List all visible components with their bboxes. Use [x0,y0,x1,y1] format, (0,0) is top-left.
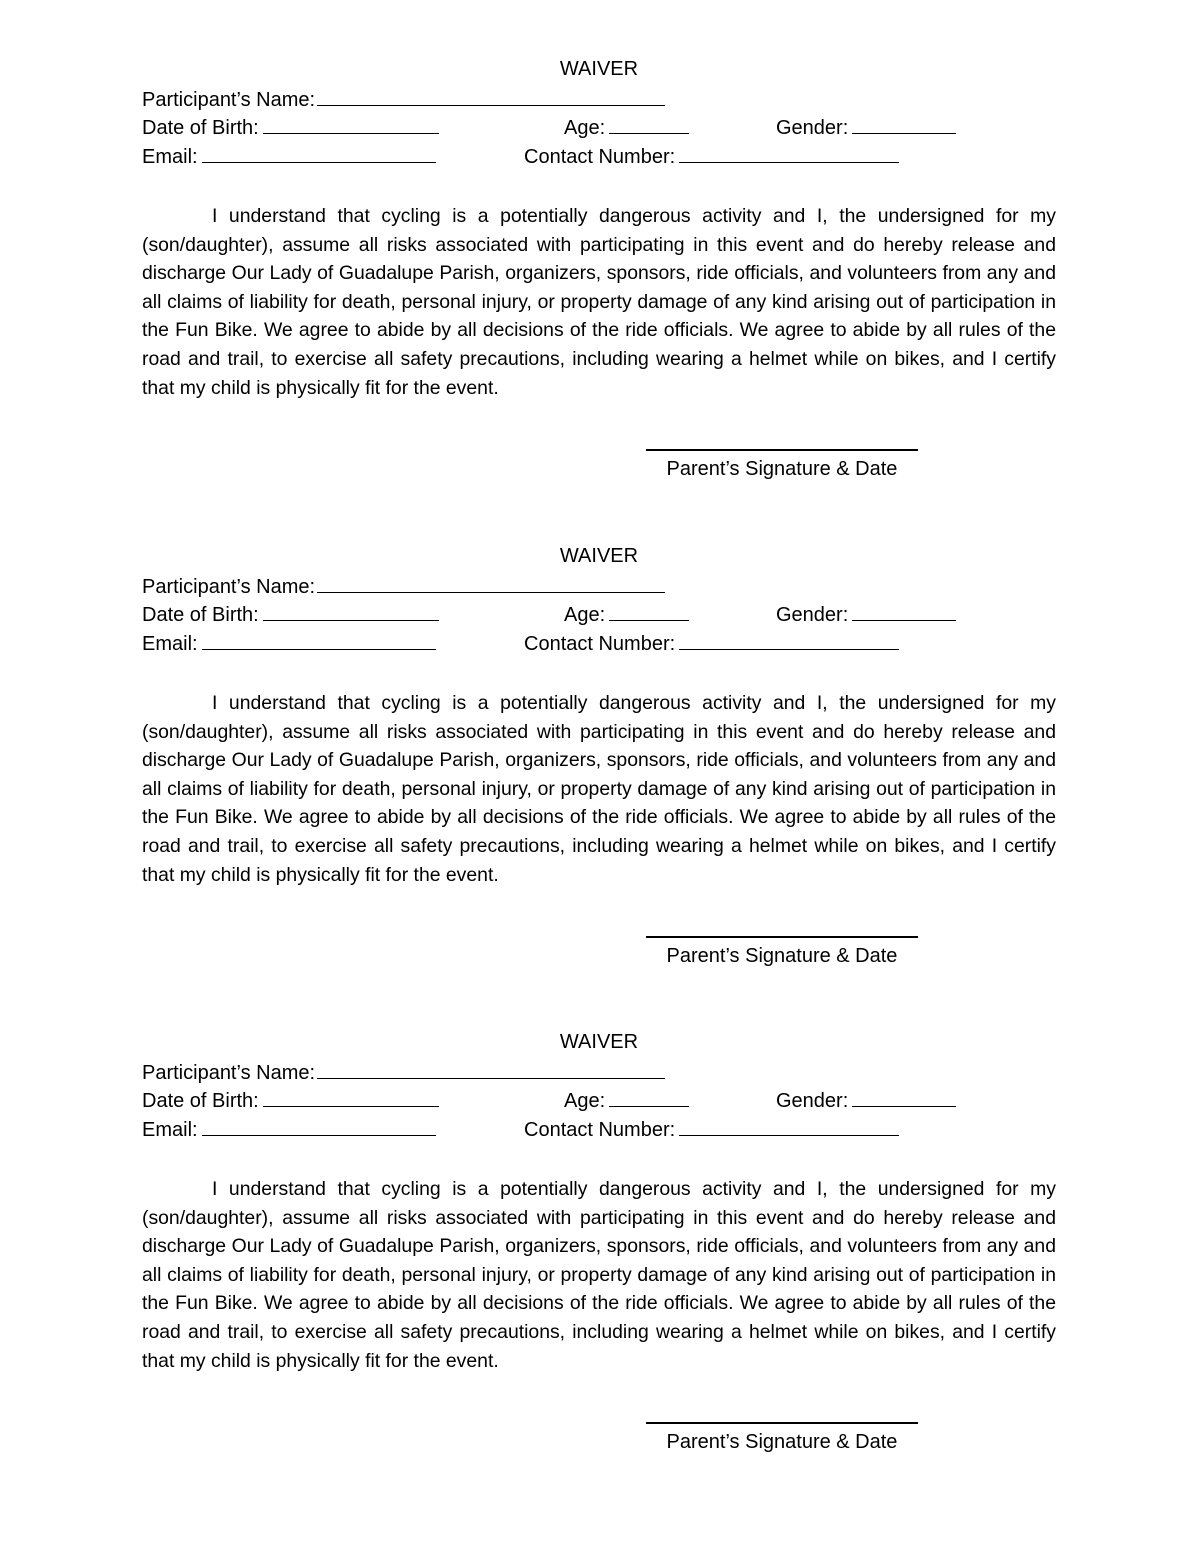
age-field[interactable] [564,116,689,139]
waiver-title: WAIVER [559,545,639,567]
gender-label: Gender: [776,1090,849,1112]
signature-line[interactable] [646,936,918,938]
participant-name-blank[interactable] [317,575,665,593]
age-label: Age: [564,604,606,626]
signature-label: Parent’s Signature & Date [666,1431,898,1453]
dob-age-gender-row [142,603,1056,627]
gender-field[interactable] [776,1089,956,1112]
gender-field[interactable] [776,116,956,139]
gender-blank[interactable] [852,1089,956,1107]
participant-name-blank[interactable] [317,88,665,106]
waiver-body-text: I understand that cycling is a potentially dangerous activity and I, the undersigned for my (son/daughter), assume all risks associated with participating in this event and do hereby release and discharge Our Lady of Guadalupe Parish, organizers, sponsors, ride officials, and volunteers from any and all claims of liability for death, personal injury, or property damage of any kind arising out of participation in the Fun Bike. We agree to abide by all decisions of the ride officials. We agree to abide by all rules of the road and trail, to exercise all safety precautions, including wearing a helmet while on bikes, and I certify that my child is physically fit for the event. [142,1178,1056,1372]
age-blank[interactable] [609,116,689,134]
dob-field[interactable] [142,603,439,626]
dob-field[interactable] [142,116,439,139]
age-field[interactable] [564,1089,689,1112]
contact-number-field[interactable] [524,632,899,655]
age-label: Age: [564,117,606,139]
email-field[interactable] [142,632,436,655]
participant-name-label: Participant’s Name: [142,1062,316,1084]
dob-label: Date of Birth: [142,1090,259,1112]
dob-age-gender-row [142,116,1056,140]
participant-name-row [142,1061,1056,1085]
dob-label: Date of Birth: [142,604,259,626]
dob-blank[interactable] [263,116,439,134]
email-blank[interactable] [202,1118,436,1136]
gender-label: Gender: [776,117,849,139]
email-contact-row [142,145,1056,169]
email-label: Email: [142,146,198,168]
participant-name-row [142,88,1056,112]
gender-blank[interactable] [852,116,956,134]
dob-blank[interactable] [263,1089,439,1107]
dob-label: Date of Birth: [142,117,259,139]
age-field[interactable] [564,603,689,626]
dob-blank[interactable] [263,603,439,621]
waiver-body-text: I understand that cycling is a potentially dangerous activity and I, the undersigned for my (son/daughter), assume all risks associated with participating in this event and do hereby release and discharge Our Lady of Guadalupe Parish, organizers, sponsors, ride officials, and volunteers from any and all claims of liability for death, personal injury, or property damage of any kind arising out of participation in the Fun Bike. We agree to abide by all decisions of the ride officials. We agree to abide by all rules of the road and trail, to exercise all safety precautions, including wearing a helmet while on bikes, and I certify that my child is physically fit for the event. [142,205,1056,399]
waiver-form-2 [142,545,1056,985]
signature-label: Parent’s Signature & Date [666,945,898,967]
participant-name-field[interactable] [142,88,665,111]
contact-number-label: Contact Number: [524,1119,676,1141]
email-label: Email: [142,633,198,655]
waiver-form-1 [142,58,1056,498]
participant-name-label: Participant’s Name: [142,576,316,598]
contact-number-label: Contact Number: [524,633,676,655]
waiver-title: WAIVER [559,58,639,80]
participant-name-field[interactable] [142,575,665,598]
contact-number-field[interactable] [524,1118,899,1141]
email-field[interactable] [142,145,436,168]
signature-line[interactable] [646,1422,918,1424]
contact-number-blank[interactable] [679,145,899,163]
waiver-body-text: I understand that cycling is a potentially dangerous activity and I, the undersigned for my (son/daughter), assume all risks associated with participating in this event and do hereby release and discharge Our Lady of Guadalupe Parish, organizers, sponsors, ride officials, and volunteers from any and all claims of liability for death, personal injury, or property damage of any kind arising out of participation in the Fun Bike. We agree to abide by all decisions of the ride officials. We agree to abide by all rules of the road and trail, to exercise all safety precautions, including wearing a helmet while on bikes, and I certify that my child is physically fit for the event. [142,692,1056,886]
contact-number-label: Contact Number: [524,146,676,168]
waiver-form-3 [142,1031,1056,1471]
contact-number-blank[interactable] [679,632,899,650]
waiver-title: WAIVER [559,1031,639,1053]
participant-name-label: Participant’s Name: [142,89,316,111]
participant-name-row [142,575,1056,599]
signature-label: Parent’s Signature & Date [666,458,898,480]
participant-name-blank[interactable] [317,1061,665,1079]
age-blank[interactable] [609,603,689,621]
email-blank[interactable] [202,145,436,163]
contact-number-field[interactable] [524,145,899,168]
dob-age-gender-row [142,1089,1056,1113]
contact-number-blank[interactable] [679,1118,899,1136]
email-label: Email: [142,1119,198,1141]
email-field[interactable] [142,1118,436,1141]
signature-line[interactable] [646,449,918,451]
gender-blank[interactable] [852,603,956,621]
email-blank[interactable] [202,632,436,650]
email-contact-row [142,1118,1056,1142]
email-contact-row [142,632,1056,656]
gender-label: Gender: [776,604,849,626]
gender-field[interactable] [776,603,956,626]
age-blank[interactable] [609,1089,689,1107]
dob-field[interactable] [142,1089,439,1112]
participant-name-field[interactable] [142,1061,665,1084]
age-label: Age: [564,1090,606,1112]
